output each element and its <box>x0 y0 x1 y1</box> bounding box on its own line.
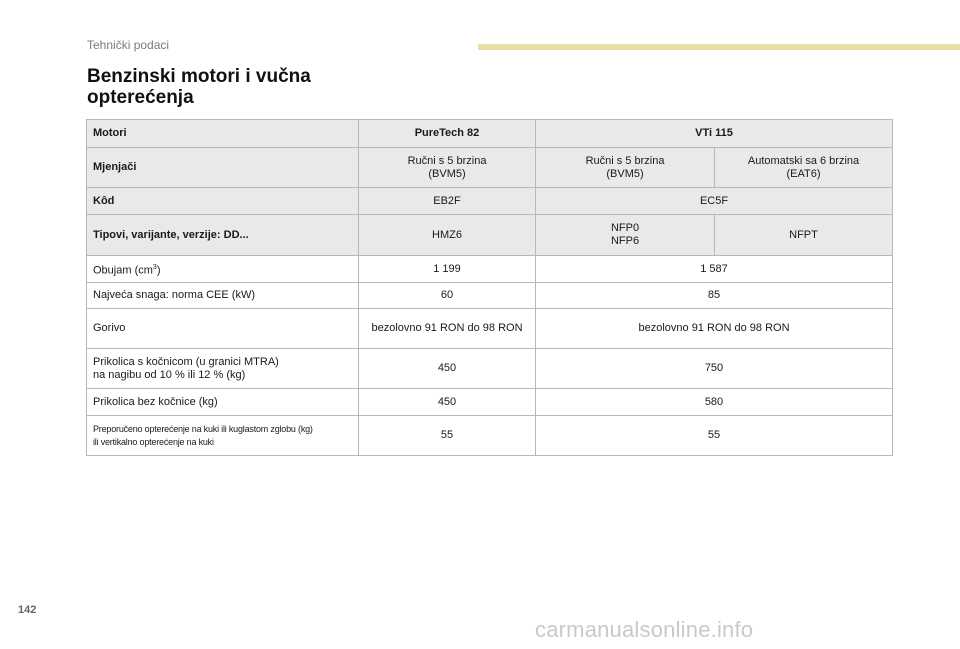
table-cell: HMZ6 <box>359 215 536 256</box>
table-row <box>87 389 893 416</box>
table-cell: 85 <box>536 283 893 309</box>
table-cell <box>715 148 893 188</box>
row-label <box>87 256 359 283</box>
table-row <box>87 188 893 215</box>
table-row <box>87 416 893 456</box>
cell-line: Prikolica s kočnicom (u granici MTRA) <box>93 355 279 368</box>
table-cell: EB2F <box>359 188 536 215</box>
watermark: carmanualsonline.info <box>535 617 754 642</box>
table-cell: 750 <box>536 349 893 389</box>
table-cell: bezolovno 91 RON do 98 RON <box>536 309 893 349</box>
cell-line: na nagibu od 10 % ili 12 % (kg) <box>93 368 246 381</box>
cell-line: Automatski sa 6 brzina <box>747 154 860 167</box>
table-cell: 1 199 <box>359 256 536 283</box>
table-cell: VTi 115 <box>536 120 893 148</box>
table-cell: 55 <box>359 416 536 456</box>
table-cell: 60 <box>359 283 536 309</box>
cell-line: Preporučeno opterećenje na kuki ili kuglastom zglobu (kg) <box>93 423 313 434</box>
row-label: Gorivo <box>87 309 359 349</box>
cell-line: (BVM5) <box>606 167 644 180</box>
table-cell: 580 <box>536 389 893 416</box>
table-cell <box>536 148 715 188</box>
table-cell: bezolovno 91 RON do 98 RON <box>359 309 536 349</box>
row-label: Tipovi, varijante, verzije: DD... <box>87 215 359 256</box>
table-cell: 450 <box>359 349 536 389</box>
row-label <box>87 349 359 389</box>
table-row <box>87 349 893 389</box>
page-title: Benzinski motori i vučna opterećenja <box>87 66 311 108</box>
obujam-close: ) <box>156 264 161 277</box>
table-cell: EC5F <box>536 188 893 215</box>
section-label: Tehnički podaci <box>87 38 170 52</box>
table-cell: 55 <box>536 416 893 456</box>
row-label: Kôd <box>87 188 359 215</box>
table-cell <box>359 148 536 188</box>
page-number: 142 <box>18 604 37 616</box>
cell-line: (BVM5) <box>428 167 466 180</box>
cell-line: NFP6 <box>610 235 640 247</box>
row-label: Najveća snaga: norma CEE (kW) <box>87 283 359 309</box>
row-label: Prikolica bez kočnice (kg) <box>87 389 359 416</box>
table-row <box>87 215 893 256</box>
table-row <box>87 283 893 309</box>
cell-line: Ručni s 5 brzina <box>585 154 665 167</box>
obujam-label: Obujam (cm <box>93 264 153 277</box>
table-cell: NFPT <box>715 215 893 256</box>
row-label: Motori <box>87 120 359 148</box>
table-row <box>87 309 893 349</box>
cell-line: (EAT6) <box>786 167 821 180</box>
table-cell: 1 587 <box>536 256 893 283</box>
superscript: 3 <box>152 263 157 271</box>
row-label: Mjenjači <box>87 148 359 188</box>
table-row <box>87 120 893 148</box>
table-row <box>87 256 893 283</box>
engine-spec-table <box>86 119 893 456</box>
cell-line: Ručni s 5 brzina <box>407 154 487 167</box>
row-label <box>87 416 359 456</box>
table-cell <box>536 215 715 256</box>
table-cell: PureTech 82 <box>359 120 536 148</box>
table-row <box>87 148 893 188</box>
table-cell: 450 <box>359 389 536 416</box>
header-rule <box>478 44 960 50</box>
cell-line: NFP0 <box>610 222 640 234</box>
cell-line: ili vertikalno opterećenje na kuki <box>93 436 214 447</box>
